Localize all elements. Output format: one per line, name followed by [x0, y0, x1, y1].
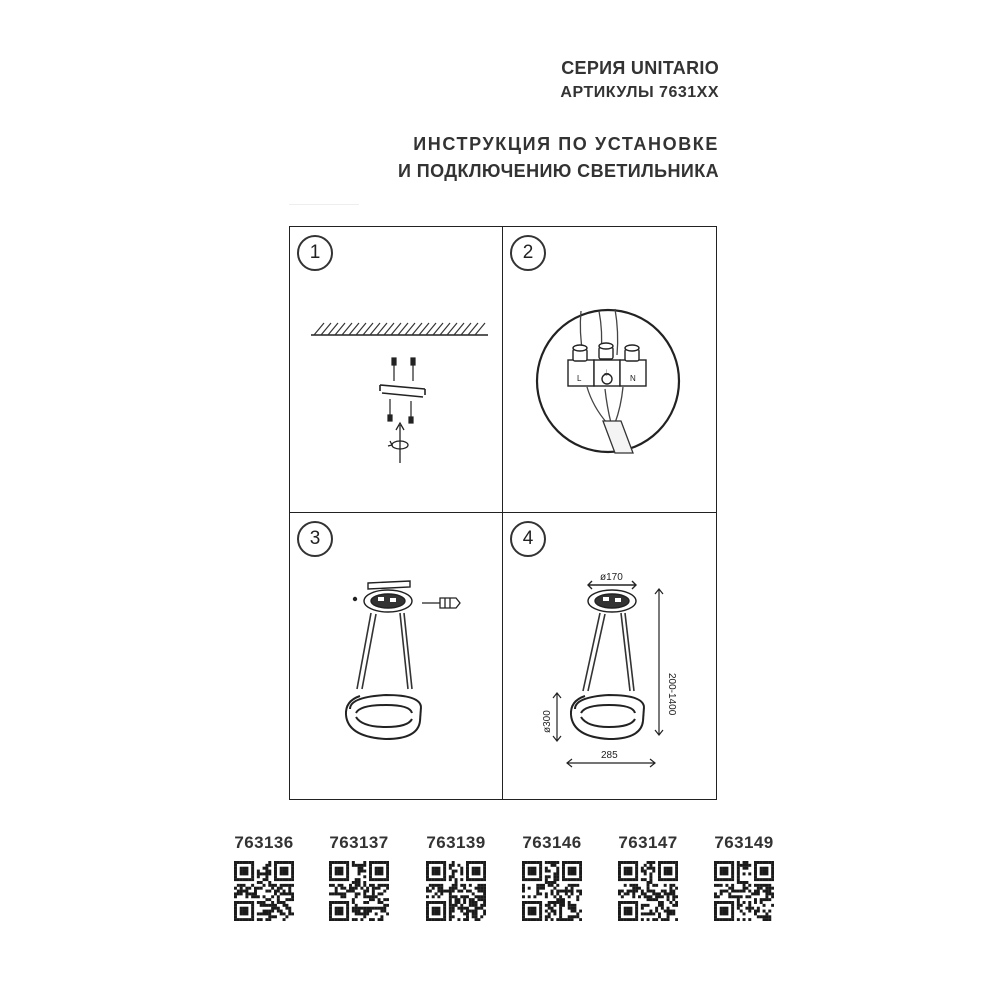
instruction-title-line2: И ПОДКЛЮЧЕНИЮ СВЕТИЛЬНИКА: [398, 161, 719, 181]
suspension-rods-icon: [583, 613, 634, 691]
product-item: [613, 833, 683, 921]
step-1-number: 1: [297, 235, 333, 271]
qr-code-icon[interactable]: [234, 861, 294, 921]
bracket-icon: [380, 385, 425, 397]
product-item: [517, 833, 587, 921]
wiring-diagram: [503, 227, 716, 513]
dim-ring-diameter: ø300: [542, 710, 553, 733]
product-code: 763146: [522, 833, 582, 852]
qr-code-icon[interactable]: [426, 861, 486, 921]
dimensions-diagram: [503, 513, 716, 799]
instruction-grid: [289, 226, 717, 800]
product-item: [421, 833, 491, 921]
anchor-icon: [392, 358, 415, 381]
qr-code-icon[interactable]: [714, 861, 774, 921]
product-item: [324, 833, 394, 921]
qr-code-icon[interactable]: [522, 861, 582, 921]
article-numbers: АРТИКУЛЫ 7631XX: [560, 84, 719, 101]
divider: [289, 204, 359, 205]
step-4-number: 4: [510, 521, 546, 557]
product-item: [709, 833, 779, 921]
ring-icon: [346, 695, 421, 739]
product-codes: [229, 833, 779, 933]
canopy-plate-icon: [354, 581, 413, 612]
qr-code-icon[interactable]: [618, 861, 678, 921]
series-title: СЕРИЯ UNITARIO: [561, 58, 719, 78]
step-4-panel: [503, 513, 716, 799]
step-3-number: 3: [297, 521, 333, 557]
terminal-label-ground: ⏚: [603, 369, 610, 377]
product-code: 763149: [714, 833, 774, 852]
step-3-panel: [290, 513, 503, 799]
screw-icon: [422, 598, 460, 608]
ring-height-dimension-icon: [553, 693, 561, 741]
dim-top-diameter: ø170: [600, 572, 623, 583]
step-1-panel: [290, 227, 503, 513]
product-code: 763147: [618, 833, 678, 852]
instruction-title-line1: ИНСТРУКЦИЯ ПО УСТАНОВКЕ: [413, 134, 719, 154]
product-item: [229, 833, 299, 921]
suspension-rods-icon: [357, 613, 412, 689]
canopy-icon: [588, 581, 636, 612]
qr-code-icon[interactable]: [329, 861, 389, 921]
height-dimension-icon: [655, 589, 663, 735]
mounting-bracket-diagram: [290, 227, 503, 513]
rotate-arrow-icon: [388, 423, 408, 463]
screw-icon: [388, 399, 413, 423]
step-2-number: 2: [510, 235, 546, 271]
ceiling-icon: [311, 323, 488, 335]
terminal-label-l: L: [577, 374, 582, 383]
step-2-panel: [503, 227, 716, 513]
dim-height-range: 200-1400: [666, 673, 677, 716]
assembly-diagram: [290, 513, 503, 799]
ring-icon: [571, 695, 644, 739]
terminal-label-n: N: [630, 374, 636, 383]
product-code: 763136: [234, 833, 294, 852]
product-code: 763137: [329, 833, 389, 852]
product-code: 763139: [426, 833, 486, 852]
dim-width: 285: [601, 750, 618, 761]
